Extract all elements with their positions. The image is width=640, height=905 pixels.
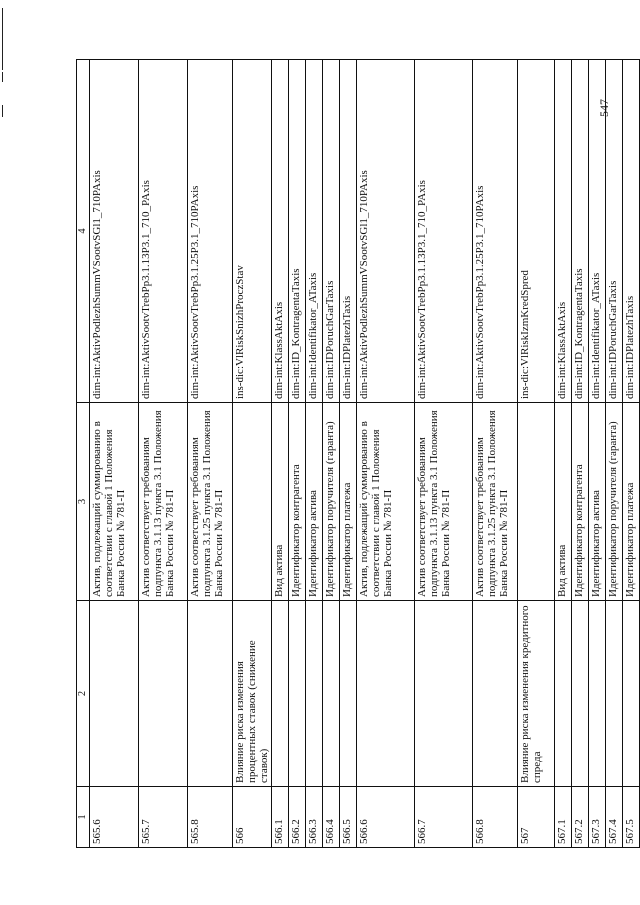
row-description: Актив соответствует требованиям подпункта 3.1.13 пункта 3.1 Положения Банка России № 781-П: [139, 403, 188, 601]
table-row: [306, 60, 323, 848]
row-name: [323, 601, 340, 787]
row-code: dim-int:Identifikator_ATaxis: [306, 60, 323, 403]
row-description: Вид актива: [555, 403, 572, 601]
row-name: [357, 601, 415, 787]
row-name: Влияние риска изменения кредитного спреда: [518, 601, 555, 787]
table-row: [323, 60, 340, 848]
table-row: [233, 60, 272, 848]
row-name: Влияние риска изменения процентных ставок (снижение ставок): [233, 601, 272, 787]
table-row: [357, 60, 415, 848]
table-row: [340, 60, 357, 848]
page-number: 547: [597, 99, 611, 117]
row-code: dim-int:IDPlatezhTaxis: [623, 60, 640, 403]
row-number: 566.8: [473, 787, 518, 848]
row-name: [555, 601, 572, 787]
row-code: dim-int:KlassAktAxis: [555, 60, 572, 403]
row-code: dim-int:IDPoruchGarTaxis: [606, 60, 623, 403]
row-name: [572, 601, 589, 787]
row-description: Актив, подлежащий суммированию в соответствии с главой 1 Положения Банка России № 781-П: [357, 403, 415, 601]
row-name: [415, 601, 473, 787]
row-number: 565.6: [90, 787, 139, 848]
row-number: 567.5: [623, 787, 640, 848]
row-description: Идентификатор платежа: [623, 403, 640, 601]
table-row: [272, 60, 289, 848]
table-row: [606, 60, 623, 848]
row-description: Идентификатор контрагента: [289, 403, 306, 601]
row-number: 567.1: [555, 787, 572, 848]
table-row: [473, 60, 518, 848]
row-code: dim-int:KlassAktAxis: [272, 60, 289, 403]
table-row: [623, 60, 640, 848]
table-row: [90, 60, 139, 848]
binding-mark: [2, 72, 3, 82]
row-description: Идентификатор контрагента: [572, 403, 589, 601]
row-description: Идентификатор поручителя (гаранта): [323, 403, 340, 601]
row-number: 566.4: [323, 787, 340, 848]
row-name: [473, 601, 518, 787]
table-row: [572, 60, 589, 848]
row-number: 567.2: [572, 787, 589, 848]
row-code: dim-int:AktivSootvTrebPp3.1.25P3.1_710PAxis: [188, 60, 233, 403]
row-code: dim-int:IDPlatezhTaxis: [340, 60, 357, 403]
row-number: 565.7: [139, 787, 188, 848]
row-name: [272, 601, 289, 787]
row-number: 567.3: [589, 787, 606, 848]
row-name: [306, 601, 323, 787]
table-row: [555, 60, 572, 848]
row-code: dim-int:AktivSootvTrebPp3.1.13P3.1_710_PAxis: [139, 60, 188, 403]
column-header: 3: [77, 403, 90, 601]
row-description: Идентификатор актива: [589, 403, 606, 601]
row-name: [623, 601, 640, 787]
row-description: [518, 403, 555, 601]
row-description: Идентификатор поручителя (гаранта): [606, 403, 623, 601]
row-code: dim-int:AktivPodlezhSummVSootvSGl1_710PAxis: [90, 60, 139, 403]
row-code: dim-int:AktivSootvTrebPp3.1.13P3.1_710_PAxis: [415, 60, 473, 403]
row-code: dim-int:ID_KontragentaTaxis: [289, 60, 306, 403]
row-number: 567: [518, 787, 555, 848]
column-header: 2: [77, 601, 90, 787]
row-description: Актив, подлежащий суммированию в соответствии с главой 1 Положения Банка России № 781-П: [90, 403, 139, 601]
row-number: 566.2: [289, 787, 306, 848]
row-number: 566: [233, 787, 272, 848]
row-code: dim-int:ID_KontragentaTaxis: [572, 60, 589, 403]
row-name: [90, 601, 139, 787]
row-number: 566.5: [340, 787, 357, 848]
row-description: Актив соответствует требованиям подпункта 3.1.25 пункта 3.1 Положения Банка России № 781-П: [188, 403, 233, 601]
column-header: 4: [77, 60, 90, 403]
table-row: [589, 60, 606, 848]
row-description: Актив соответствует требованиям подпункта 3.1.25 пункта 3.1 Положения Банка России № 781-П: [473, 403, 518, 601]
row-code: dim-int:AktivPodlezhSummVSootvSGl1_710PAxis: [357, 60, 415, 403]
row-code: dim-int:Identifikator_ATaxis: [589, 60, 606, 403]
row-name: [289, 601, 306, 787]
binding-mark: [2, 105, 3, 117]
row-name: [606, 601, 623, 787]
row-description: [233, 403, 272, 601]
row-number: 566.1: [272, 787, 289, 848]
binding-mark: [2, 8, 3, 70]
row-description: Актив соответствует требованиям подпункта 3.1.13 пункта 3.1 Положения Банка России № 781-П: [415, 403, 473, 601]
table-row: [289, 60, 306, 848]
row-code: ins-dic:VlRiskIzmKredSpred: [518, 60, 555, 403]
row-number: 565.8: [188, 787, 233, 848]
row-code: ins-dic:VlRiskSnizhProczStav: [233, 60, 272, 403]
row-name: [589, 601, 606, 787]
row-description: Идентификатор платежа: [340, 403, 357, 601]
dimensions-table: [76, 59, 640, 848]
row-description: Идентификатор актива: [306, 403, 323, 601]
row-description: Вид актива: [272, 403, 289, 601]
row-name: [139, 601, 188, 787]
row-number: 566.7: [415, 787, 473, 848]
table-row: [415, 60, 473, 848]
column-header: 1: [77, 787, 90, 848]
row-code: dim-int:AktivSootvTrebPp3.1.25P3.1_710PAxis: [473, 60, 518, 403]
row-number: 566.3: [306, 787, 323, 848]
row-code: dim-int:IDPoruchGarTaxis: [323, 60, 340, 403]
row-name: [188, 601, 233, 787]
table-header-row: [77, 60, 90, 848]
table-row: [139, 60, 188, 848]
table-row: [518, 60, 555, 848]
row-number: 566.6: [357, 787, 415, 848]
row-number: 567.4: [606, 787, 623, 848]
row-name: [340, 601, 357, 787]
table-row: [188, 60, 233, 848]
